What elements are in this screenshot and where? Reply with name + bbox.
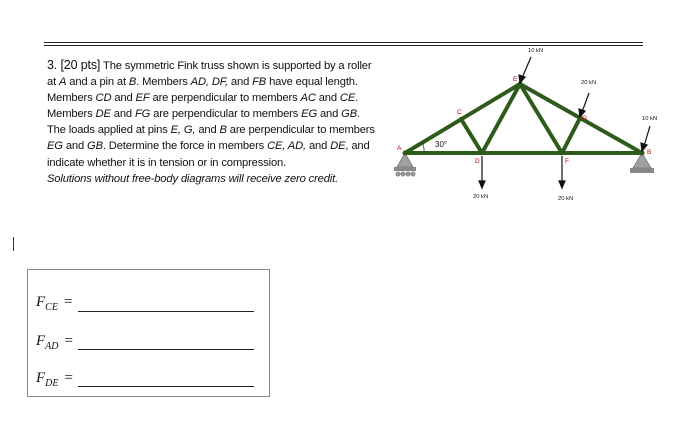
problem-symbol: AC (300, 92, 316, 105)
answer-subscript: AD (45, 341, 59, 352)
problem-symbol: GB (341, 108, 358, 121)
answer-row-ad (36, 333, 73, 352)
answer-row-ce (36, 294, 72, 313)
problem-symbol: B (128, 76, 137, 89)
problem-symbol: GB (87, 140, 103, 153)
problem-text: and a pin at (66, 76, 129, 89)
node-label-F: F (565, 158, 569, 165)
text-cursor (13, 237, 14, 251)
problem-text: are perpendicular to members (150, 108, 302, 121)
load-label-D: 20 kN (473, 194, 489, 200)
answer-equals: = (64, 333, 73, 349)
load-arrowhead-D (479, 181, 485, 188)
problem-symbol: EF (135, 92, 150, 105)
load-arrow-G (582, 93, 589, 112)
answer-equals: = (63, 294, 73, 310)
problem-symbol: FG (134, 108, 151, 121)
load-arrowhead-E (519, 75, 525, 83)
node-label-B: B (647, 149, 652, 156)
problem-text: . Determine the force in members (102, 140, 268, 153)
answer-box (27, 269, 270, 397)
answer-subscript: CE (45, 302, 58, 313)
load-arrows (479, 57, 650, 188)
load-arrow-B (644, 126, 650, 146)
problem-symbol: AD, DF, (190, 76, 228, 89)
problem-text: are perpendicular to members (226, 124, 375, 137)
member-FG (562, 118, 580, 153)
problem-symbol: CE, AD, (267, 140, 307, 153)
problem-text: . Members (47, 92, 359, 121)
problem-symbol: DE (95, 108, 111, 121)
problem-statement (47, 57, 377, 187)
problem-text: and (111, 92, 136, 105)
problem-text: and (62, 140, 88, 153)
problem-number: 3. [20 pts] (47, 58, 101, 72)
problem-body (47, 60, 375, 169)
problem-text: have equal length. Members (47, 76, 358, 105)
problem-text: The symmetric Fink truss shown is supported by a roller at (47, 60, 372, 89)
answer-line-de[interactable] (78, 386, 254, 387)
angle-label: 30° (435, 140, 448, 149)
problem-symbol: EG (301, 108, 318, 121)
answer-symbol: F (36, 333, 46, 349)
problem-symbol: A (59, 76, 67, 89)
truss-figure (388, 40, 678, 210)
answer-symbol: F (36, 294, 46, 310)
answer-equals: = (64, 370, 73, 386)
problem-symbol: E, G, (170, 124, 196, 137)
problem-text: and (195, 124, 220, 137)
answer-row-de (36, 370, 73, 389)
load-arrow-E (522, 57, 531, 78)
node-label-C: C (457, 109, 462, 116)
node-label-D: D (475, 158, 480, 165)
problem-symbol: CD (95, 92, 112, 105)
node-label-E: E (513, 76, 518, 83)
member-CD (461, 119, 482, 153)
problem-text: and (227, 76, 253, 89)
problem-note: Solutions without free-body diagrams will receive zero credit. (47, 172, 339, 185)
answer-symbol: F (36, 370, 46, 386)
problem-symbol: B (219, 124, 227, 137)
problem-symbol: DE (330, 140, 346, 153)
problem-text: and (306, 140, 331, 153)
node-label-A: A (397, 145, 402, 152)
load-label-E: 10 kN (528, 48, 544, 54)
load-label-B: 10 kN (642, 116, 658, 122)
load-label-F: 20 kN (558, 196, 574, 202)
answer-line-ce[interactable] (78, 311, 254, 312)
answer-subscript: DE (45, 378, 59, 389)
problem-text: and (317, 108, 342, 121)
problem-symbol: EG (47, 140, 63, 153)
node-label-G: G (582, 115, 588, 122)
load-arrowhead-F (559, 181, 565, 188)
roller-support-A (394, 153, 416, 176)
pin-support-B (630, 153, 654, 173)
problem-symbol: FB (252, 76, 267, 89)
problem-text: . The loads applied at pins (47, 108, 361, 137)
problem-text: and (315, 92, 340, 105)
load-label-G: 20 kN (581, 80, 597, 86)
problem-text: , and indicate whether it is in tension or in compression. (47, 140, 370, 169)
problem-text: are perpendicular to members (149, 92, 301, 105)
problem-text: and (110, 108, 135, 121)
problem-symbol: CE (339, 92, 356, 105)
problem-text: . Members (136, 76, 191, 89)
answer-line-ad[interactable] (78, 349, 254, 350)
